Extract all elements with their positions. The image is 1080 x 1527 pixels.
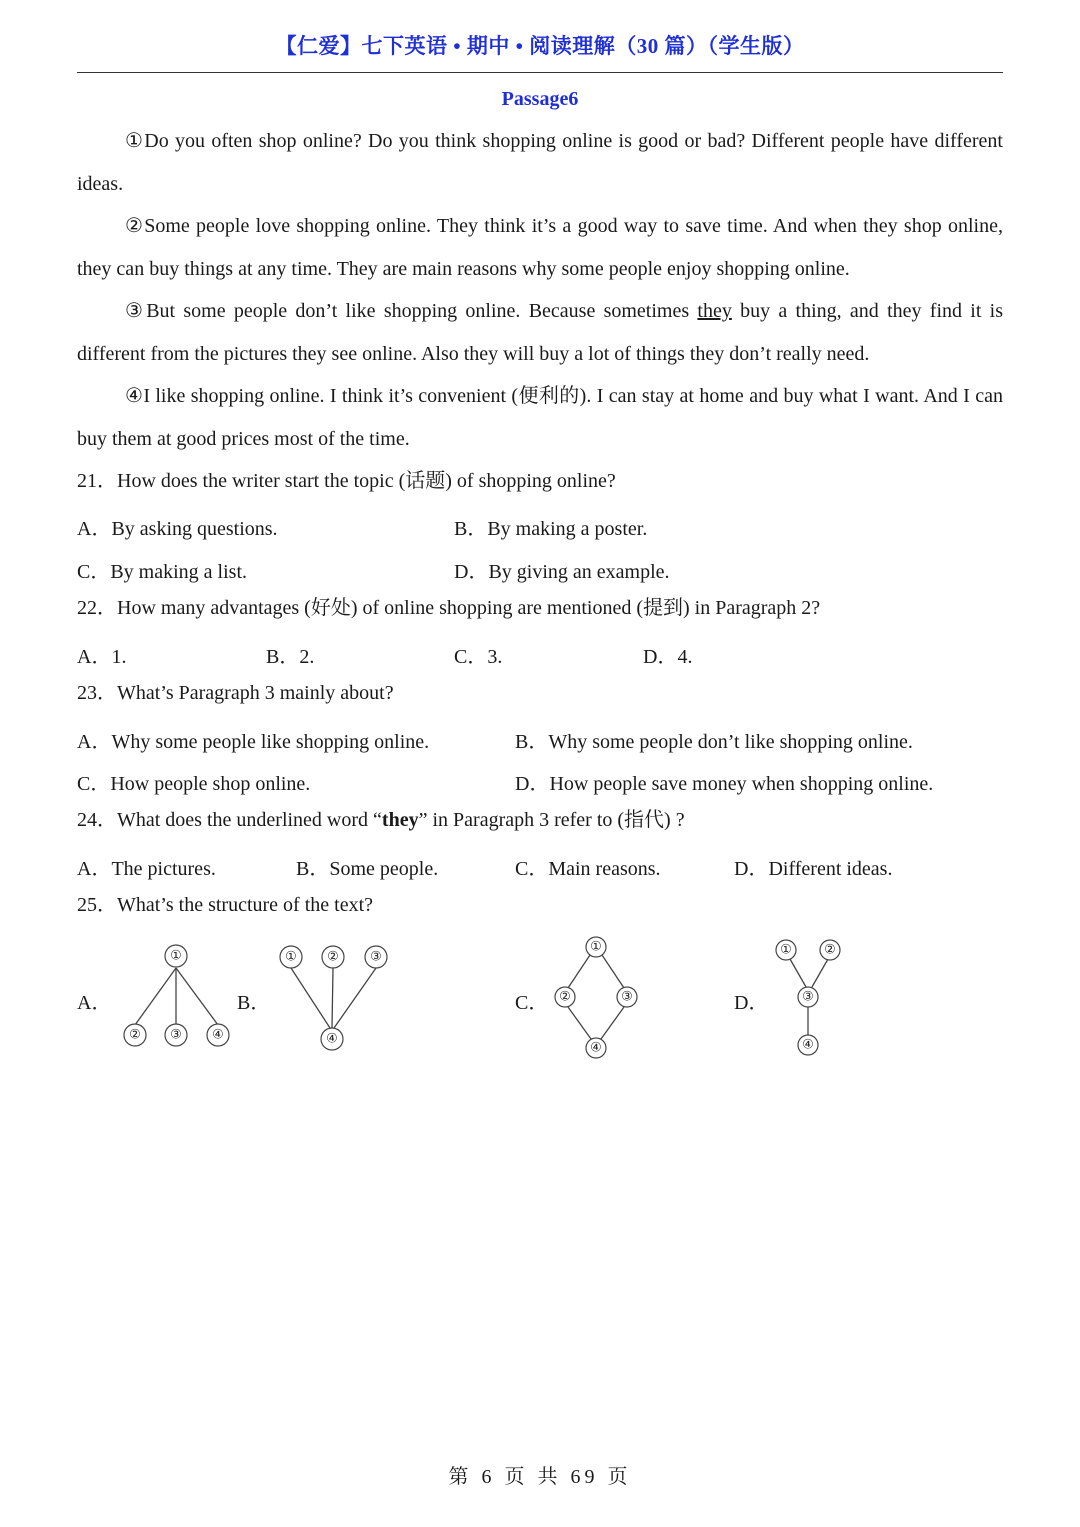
q24-option-d[interactable]: D．Different ideas.: [734, 858, 893, 880]
svg-text:②: ②: [129, 1027, 141, 1043]
q23-option-d[interactable]: D．How people save money when shopping online.: [515, 773, 934, 795]
underlined-word-they: they: [697, 300, 732, 322]
svg-text:②: ②: [559, 989, 571, 1005]
q22-option-b[interactable]: B．2.: [266, 646, 315, 668]
question-22: [77, 587, 1003, 630]
q21-option-c[interactable]: C．By making a list.: [77, 561, 247, 583]
question-stem: 21．How does the writer start the topic (话题) of shopping online?: [77, 470, 616, 492]
q21-option-a[interactable]: A．By asking questions.: [77, 518, 278, 540]
structure-diagram-c[interactable]: [545, 933, 655, 1063]
question-25: [77, 884, 1003, 927]
structure-diagram-b[interactable]: [270, 938, 400, 1056]
svg-text:①: ①: [285, 949, 297, 965]
q25-option-d[interactable]: D．: [734, 992, 769, 1014]
page-footer: 第 6 页 共 69 页: [448, 1466, 632, 1488]
svg-text:③: ③: [170, 1027, 182, 1043]
q22-option-c[interactable]: C．3.: [454, 646, 503, 668]
question-stem: 22．How many advantages (好处) of online shopping are mentioned (提到) in Paragraph 2?: [77, 597, 821, 619]
q23-option-a[interactable]: A．Why some people like shopping online.: [77, 731, 430, 753]
svg-text:④: ④: [212, 1027, 224, 1043]
svg-text:④: ④: [802, 1037, 814, 1053]
passage-body: [77, 120, 1003, 460]
svg-text:③: ③: [370, 949, 382, 965]
svg-text:③: ③: [802, 989, 814, 1005]
passage-title: Passage6: [501, 88, 579, 110]
q24-option-a[interactable]: A．The pictures.: [77, 858, 216, 880]
q25-option-b[interactable]: B．: [237, 992, 271, 1014]
question-23: [77, 672, 1003, 715]
svg-text:④: ④: [326, 1031, 338, 1047]
question-21: [77, 460, 1003, 503]
question-stem: 24．What does the underlined word “they” in Paragraph 3 refer to (指代) ?: [77, 809, 685, 831]
svg-text:④: ④: [590, 1040, 602, 1056]
paragraph-3: ③But some people don’t like shopping online. Because sometimes they buy a thing, and they find it is different from the pictures they see online. Also they will buy a lot of things they don’t really need.: [77, 300, 1003, 365]
paragraph-1: ①Do you often shop online? Do you think shopping online is good or bad? Different people have different ideas.: [77, 130, 1003, 195]
q24-option-b[interactable]: B．Some people.: [296, 858, 439, 880]
q21-option-b[interactable]: B．By making a poster.: [454, 518, 648, 540]
svg-text:①: ①: [780, 942, 792, 958]
question-stem: 25．What’s the structure of the text?: [77, 894, 374, 916]
q22-option-d[interactable]: D．4.: [643, 646, 693, 668]
paragraph-2: ②Some people love shopping online. They think it’s a good way to save time. And when they shop online, they can buy things at any time. They are main reasons why some people enjoy shopping online.: [77, 215, 1003, 280]
q24-option-c[interactable]: C．Main reasons.: [515, 858, 661, 880]
q25-option-a[interactable]: A．: [77, 992, 112, 1014]
svg-text:①: ①: [590, 939, 602, 955]
paragraph-4: ④I like shopping online. I think it’s convenient (便利的). I can stay at home and buy what I want. And I can buy them at good prices most of the time.: [77, 385, 1003, 450]
q25-option-c[interactable]: C．: [515, 992, 549, 1014]
svg-text:②: ②: [327, 949, 339, 965]
svg-text:③: ③: [621, 989, 633, 1005]
question-stem: 23．What’s Paragraph 3 mainly about?: [77, 682, 394, 704]
svg-text:①: ①: [170, 948, 182, 964]
header-divider: [77, 72, 1003, 73]
bold-word-they: they: [381, 809, 419, 831]
svg-text:②: ②: [824, 942, 836, 958]
q22-option-a[interactable]: A．1.: [77, 646, 127, 668]
q23-option-c[interactable]: C．How people shop online.: [77, 773, 311, 795]
question-24: [77, 799, 1003, 842]
structure-diagram-d[interactable]: [770, 935, 850, 1063]
q21-option-d[interactable]: D．By giving an example.: [454, 561, 670, 583]
q23-option-b[interactable]: B．Why some people don’t like shopping online.: [515, 731, 913, 753]
structure-diagram-a[interactable]: [110, 938, 250, 1054]
document-header: 【仁爱】七下英语 • 期中 • 阅读理解（30 篇）（学生版）: [275, 34, 805, 58]
